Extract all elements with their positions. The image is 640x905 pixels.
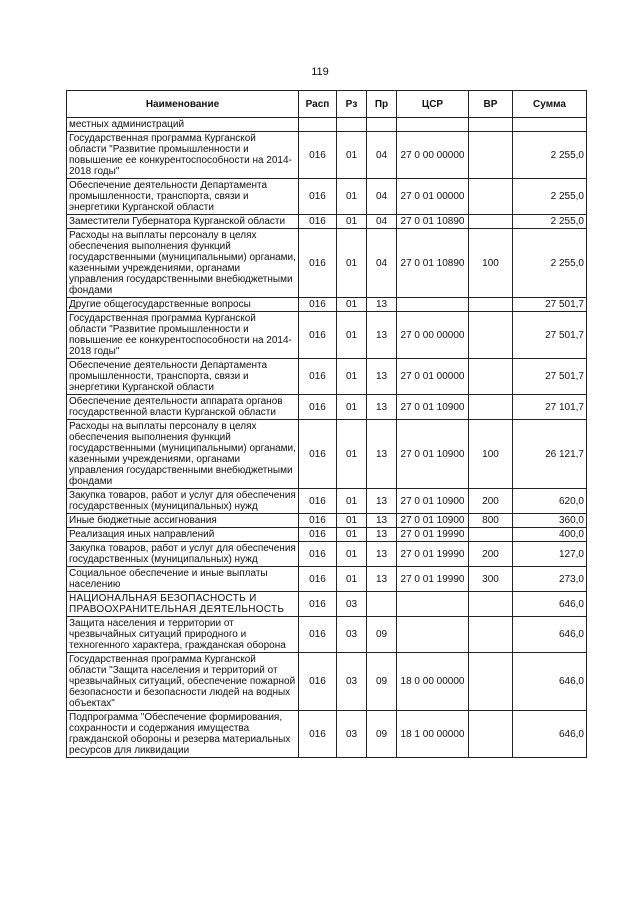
row-rasp-cell: 016 xyxy=(299,132,337,179)
table-row xyxy=(67,229,587,298)
row-rasp-cell: 016 xyxy=(299,542,337,567)
row-vr-cell xyxy=(469,617,513,653)
row-pr-cell: 13 xyxy=(367,542,397,567)
table-header-row xyxy=(67,91,587,118)
column-vr-header: ВР xyxy=(469,91,513,118)
row-pr-cell: 13 xyxy=(367,359,397,395)
row-rz-cell: 01 xyxy=(337,215,367,229)
row-rz-cell: 01 xyxy=(337,359,367,395)
row-name-cell: Расходы на выплаты персоналу в целях обеспечения выполнения функций государственными (муниципальными) органами, казенными учреждениями, органами управления государственными внебюджетными фондами xyxy=(67,420,299,489)
row-sum-cell: 27 501,7 xyxy=(513,312,587,359)
row-csr-cell: 18 0 00 00000 xyxy=(397,653,469,711)
row-vr-cell xyxy=(469,528,513,542)
budget-table xyxy=(66,90,587,758)
table-row xyxy=(67,653,587,711)
row-vr-cell xyxy=(469,132,513,179)
row-name-cell: Подпрограмма "Обеспечение формирования, сохранности и содержания имущества гражданской обороны и резерва материальных ресурсов для ликвидации xyxy=(67,711,299,758)
row-rz-cell: 01 xyxy=(337,229,367,298)
table-row xyxy=(67,118,587,132)
row-sum-cell: 2 255,0 xyxy=(513,179,587,215)
row-name-cell: Государственная программа Курганской области "Защита населения и территорий от чрезвычайных ситуаций, обеспечение пожарной безопасности и безопасности людей на водных объектах" xyxy=(67,653,299,711)
row-pr-cell: 13 xyxy=(367,528,397,542)
row-vr-cell xyxy=(469,592,513,617)
row-csr-cell xyxy=(397,118,469,132)
row-vr-cell xyxy=(469,711,513,758)
row-csr-cell: 27 0 01 19990 xyxy=(397,542,469,567)
row-csr-cell: 27 0 01 10890 xyxy=(397,229,469,298)
row-rasp-cell: 016 xyxy=(299,215,337,229)
row-csr-cell: 27 0 01 19990 xyxy=(397,528,469,542)
row-vr-cell: 200 xyxy=(469,489,513,514)
table-row xyxy=(67,567,587,592)
row-name-cell: Защита населения и территории от чрезвычайных ситуаций природного и техногенного характера, гражданская оборона xyxy=(67,617,299,653)
row-pr-cell: 04 xyxy=(367,132,397,179)
row-rasp-cell: 016 xyxy=(299,592,337,617)
table-row xyxy=(67,420,587,489)
table-row xyxy=(67,592,587,617)
column-rasp-header: Расп xyxy=(299,91,337,118)
row-csr-cell: 18 1 00 00000 xyxy=(397,711,469,758)
row-sum-cell: 646,0 xyxy=(513,711,587,758)
row-rz-cell: 01 xyxy=(337,420,367,489)
row-name-cell: местных администраций xyxy=(67,118,299,132)
row-name-cell: Заместители Губернатора Курганской области xyxy=(67,215,299,229)
row-name-cell: Иные бюджетные ассигнования xyxy=(67,514,299,528)
row-csr-cell: 27 0 01 10890 xyxy=(397,215,469,229)
row-pr-cell: 04 xyxy=(367,229,397,298)
row-rz-cell: 03 xyxy=(337,711,367,758)
row-name-cell: Обеспечение деятельности Департамента промышленности, транспорта, связи и энергетики Курганской области xyxy=(67,359,299,395)
row-rz-cell: 01 xyxy=(337,312,367,359)
row-vr-cell xyxy=(469,179,513,215)
row-rasp-cell: 016 xyxy=(299,395,337,420)
row-rz-cell: 03 xyxy=(337,653,367,711)
row-vr-cell: 100 xyxy=(469,229,513,298)
row-vr-cell xyxy=(469,653,513,711)
row-pr-cell xyxy=(367,592,397,617)
row-sum-cell: 646,0 xyxy=(513,592,587,617)
row-vr-cell: 100 xyxy=(469,420,513,489)
row-sum-cell xyxy=(513,118,587,132)
row-rz-cell xyxy=(337,118,367,132)
column-csr-header: ЦСР xyxy=(397,91,469,118)
row-csr-cell xyxy=(397,617,469,653)
row-rasp-cell: 016 xyxy=(299,298,337,312)
row-rasp-cell: 016 xyxy=(299,420,337,489)
row-csr-cell xyxy=(397,592,469,617)
row-rz-cell: 01 xyxy=(337,179,367,215)
row-vr-cell: 200 xyxy=(469,542,513,567)
row-sum-cell: 2 255,0 xyxy=(513,215,587,229)
table-row xyxy=(67,179,587,215)
row-vr-cell xyxy=(469,395,513,420)
table-row xyxy=(67,395,587,420)
row-pr-cell: 04 xyxy=(367,179,397,215)
row-sum-cell: 27 101,7 xyxy=(513,395,587,420)
row-vr-cell xyxy=(469,298,513,312)
column-sum-header: Сумма xyxy=(513,91,587,118)
row-sum-cell: 646,0 xyxy=(513,617,587,653)
row-name-cell: Закупка товаров, работ и услуг для обеспечения государственных (муниципальных) нужд xyxy=(67,489,299,514)
table-row xyxy=(67,514,587,528)
row-name-cell: Обеспечение деятельности аппарата органов государственной власти Курганской области xyxy=(67,395,299,420)
row-sum-cell: 127,0 xyxy=(513,542,587,567)
row-sum-cell: 2 255,0 xyxy=(513,132,587,179)
table-row xyxy=(67,617,587,653)
row-pr-cell: 09 xyxy=(367,617,397,653)
row-sum-cell: 273,0 xyxy=(513,567,587,592)
table-row xyxy=(67,489,587,514)
row-vr-cell xyxy=(469,312,513,359)
column-pr-header: Пр xyxy=(367,91,397,118)
row-pr-cell: 09 xyxy=(367,711,397,758)
row-rz-cell: 01 xyxy=(337,567,367,592)
row-name-cell: Государственная программа Курганской области "Развитие промышленности и повышение ее конкурентоспособности на 2014-2018 годы" xyxy=(67,132,299,179)
table-row xyxy=(67,298,587,312)
row-rz-cell: 01 xyxy=(337,542,367,567)
row-name-cell: Закупка товаров, работ и услуг для обеспечения государственных (муниципальных) нужд xyxy=(67,542,299,567)
row-name-cell: Государственная программа Курганской области "Развитие промышленности и повышение ее конкурентоспособности на 2014-2018 годы" xyxy=(67,312,299,359)
row-rasp-cell: 016 xyxy=(299,359,337,395)
row-rasp-cell: 016 xyxy=(299,617,337,653)
row-rasp-cell: 016 xyxy=(299,514,337,528)
table-row xyxy=(67,132,587,179)
table-row xyxy=(67,215,587,229)
row-vr-cell xyxy=(469,359,513,395)
row-rasp-cell: 016 xyxy=(299,567,337,592)
row-pr-cell: 09 xyxy=(367,653,397,711)
row-pr-cell: 13 xyxy=(367,489,397,514)
row-name-cell: Социальное обеспечение и иные выплаты населению xyxy=(67,567,299,592)
row-name-cell: Другие общегосударственные вопросы xyxy=(67,298,299,312)
row-csr-cell: 27 0 01 10900 xyxy=(397,395,469,420)
row-rasp-cell: 016 xyxy=(299,653,337,711)
row-vr-cell: 800 xyxy=(469,514,513,528)
row-csr-cell: 27 0 00 00000 xyxy=(397,312,469,359)
row-rz-cell: 03 xyxy=(337,592,367,617)
row-rasp-cell: 016 xyxy=(299,312,337,359)
row-csr-cell: 27 0 01 19990 xyxy=(397,567,469,592)
column-rz-header: Рз xyxy=(337,91,367,118)
row-csr-cell xyxy=(397,298,469,312)
row-name-cell: Обеспечение деятельности Департамента промышленности, транспорта, связи и энергетики Курганской области xyxy=(67,179,299,215)
row-rasp-cell: 016 xyxy=(299,711,337,758)
row-sum-cell: 2 255,0 xyxy=(513,229,587,298)
row-rz-cell: 01 xyxy=(337,132,367,179)
row-rz-cell: 01 xyxy=(337,489,367,514)
row-rasp-cell: 016 xyxy=(299,528,337,542)
row-pr-cell: 13 xyxy=(367,298,397,312)
row-name-cell: Расходы на выплаты персоналу в целях обеспечения выполнения функций государственными (муниципальными) органами, казенными учреждениями, органами управления государственными внебюджетными фондами xyxy=(67,229,299,298)
row-rz-cell: 01 xyxy=(337,528,367,542)
row-sum-cell: 620,0 xyxy=(513,489,587,514)
row-csr-cell: 27 0 01 10900 xyxy=(397,489,469,514)
row-sum-cell: 26 121,7 xyxy=(513,420,587,489)
row-csr-cell: 27 0 00 00000 xyxy=(397,132,469,179)
row-csr-cell: 27 0 01 00000 xyxy=(397,359,469,395)
row-csr-cell: 27 0 01 00000 xyxy=(397,179,469,215)
table-body xyxy=(67,118,587,758)
row-rz-cell: 01 xyxy=(337,395,367,420)
row-pr-cell: 13 xyxy=(367,567,397,592)
row-rasp-cell: 016 xyxy=(299,179,337,215)
row-sum-cell: 646,0 xyxy=(513,653,587,711)
page-number: 119 xyxy=(311,66,329,78)
table-row xyxy=(67,312,587,359)
row-name-cell: Реализация иных направлений xyxy=(67,528,299,542)
row-rasp-cell xyxy=(299,118,337,132)
row-sum-cell: 360,0 xyxy=(513,514,587,528)
row-vr-cell xyxy=(469,215,513,229)
row-vr-cell xyxy=(469,118,513,132)
row-rz-cell: 01 xyxy=(337,298,367,312)
table-row xyxy=(67,711,587,758)
row-name-cell: НАЦИОНАЛЬНАЯ БЕЗОПАСНОСТЬ И ПРАВООХРАНИТЕЛЬНАЯ ДЕЯТЕЛЬНОСТЬ xyxy=(67,592,299,617)
table-row xyxy=(67,542,587,567)
row-pr-cell: 13 xyxy=(367,395,397,420)
table-row xyxy=(67,528,587,542)
row-pr-cell xyxy=(367,118,397,132)
row-sum-cell: 400,0 xyxy=(513,528,587,542)
row-pr-cell: 04 xyxy=(367,215,397,229)
row-rasp-cell: 016 xyxy=(299,229,337,298)
table-row xyxy=(67,359,587,395)
row-csr-cell: 27 0 01 10900 xyxy=(397,514,469,528)
row-rasp-cell: 016 xyxy=(299,489,337,514)
row-rz-cell: 03 xyxy=(337,617,367,653)
column-name-header: Наименование xyxy=(67,91,299,118)
row-rz-cell: 01 xyxy=(337,514,367,528)
row-sum-cell: 27 501,7 xyxy=(513,298,587,312)
row-sum-cell: 27 501,7 xyxy=(513,359,587,395)
row-csr-cell: 27 0 01 10900 xyxy=(397,420,469,489)
row-pr-cell: 13 xyxy=(367,514,397,528)
row-pr-cell: 13 xyxy=(367,420,397,489)
row-pr-cell: 13 xyxy=(367,312,397,359)
row-vr-cell: 300 xyxy=(469,567,513,592)
